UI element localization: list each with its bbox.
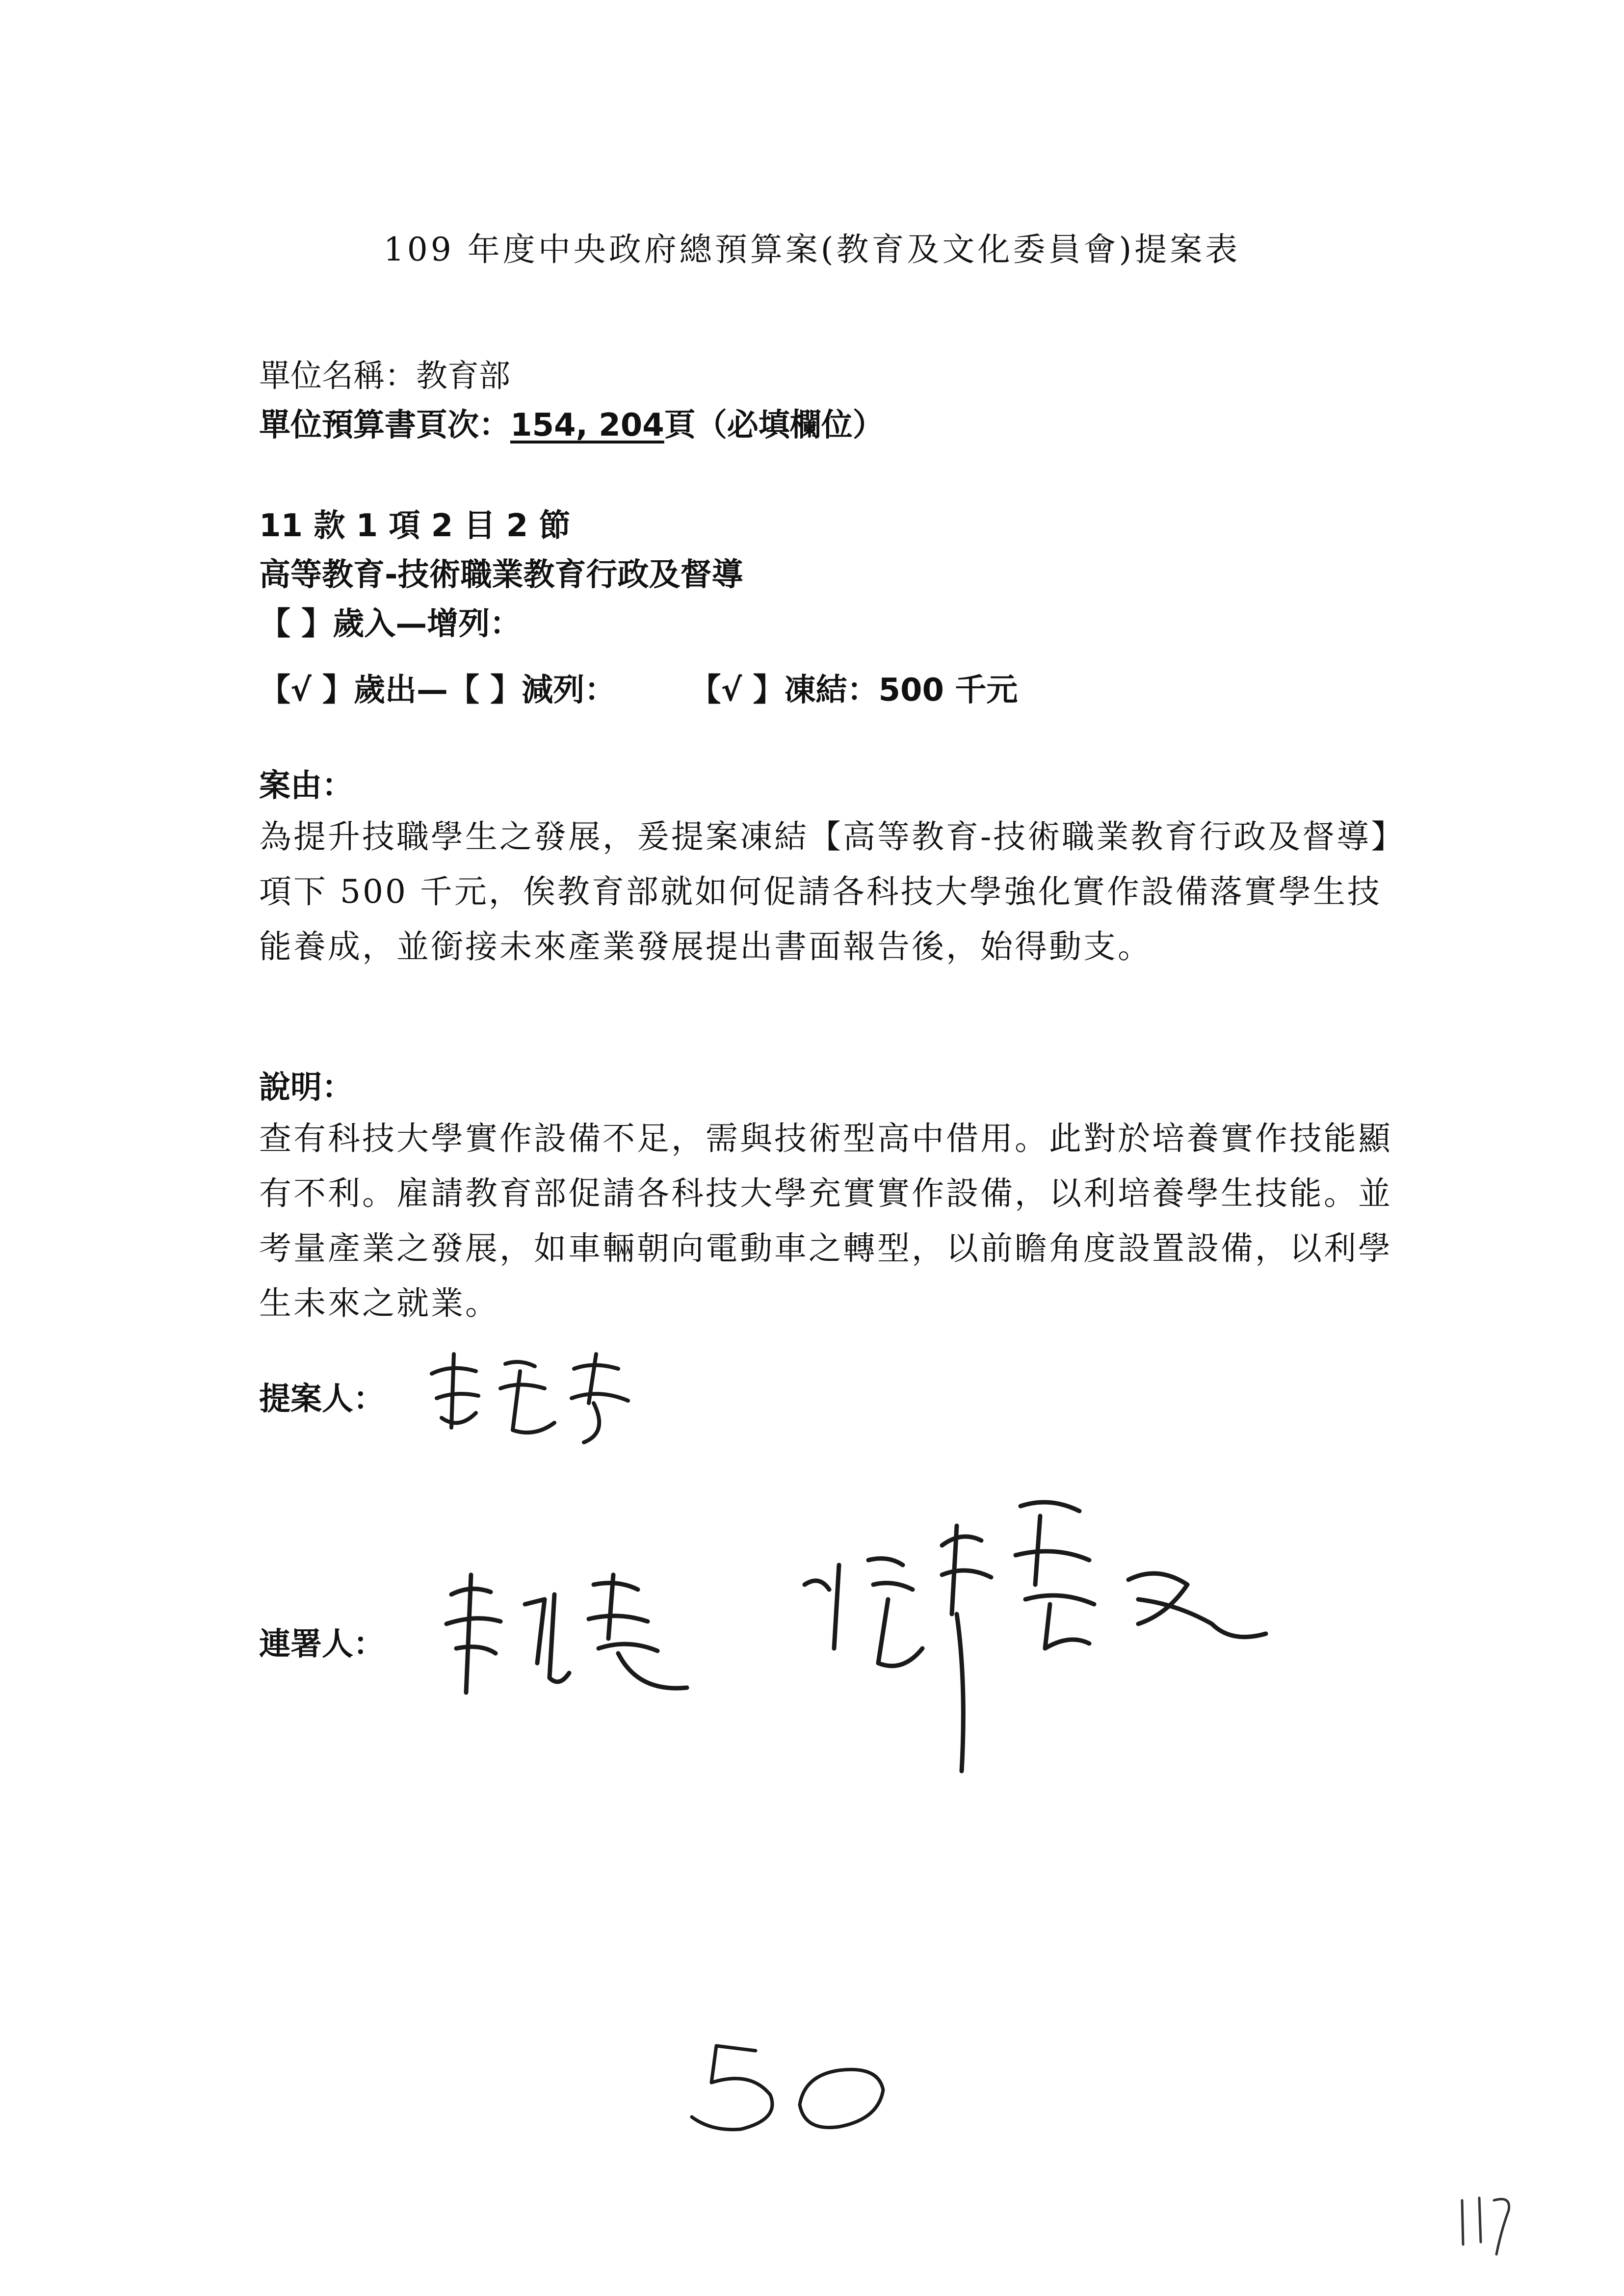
freeze-line: 【√ 】凍結：500 千元	[689, 672, 1018, 708]
cosigner-signature-2	[795, 1487, 1285, 1802]
page-title: 109 年度中央政府總預算案(教育及文化委員會)提案表	[383, 231, 1241, 268]
expenditure-line	[259, 665, 1022, 710]
explanation-heading: 說明：	[259, 1070, 353, 1106]
budget-page-suffix: 頁（必填欄位）	[664, 407, 884, 444]
budget-page-label: 單位預算書頁次：	[259, 407, 510, 444]
cosigners-label: 連署人：	[259, 1626, 385, 1663]
expenditure-checkbox-line: 【√ 】歲出—【 】減列：	[259, 672, 616, 708]
reason-heading: 案由：	[259, 768, 353, 804]
program-name: 高等教育-技術職業教育行政及督導	[259, 557, 743, 593]
revenue-line: 【 】歲入—增列：	[259, 606, 522, 642]
cosigner-signature-1	[432, 1565, 726, 1714]
unit-line	[259, 351, 510, 396]
unit-value: 教育部	[416, 358, 510, 394]
reason-text: 為提升技職學生之發展，爰提案凍結【高等教育-技術職業教育行政及督導】項下 500 千元，俟教育部就如何促請各科技大學強化實作設備落實學生技能養成，並銜接未來產業發展提出書面報告後，始得動支。	[259, 818, 1389, 965]
page-number	[1452, 2191, 1521, 2261]
unit-label: 單位名稱：	[259, 358, 416, 394]
budget-page-value: 154, 204	[510, 407, 664, 444]
proposer-label: 提案人：	[259, 1381, 385, 1417]
explanation-text: 查有科技大學實作設備不足，需與技術型高中借用。此對於培養實作技能顯有不利。雇請教育部促請各科技大學充實實作設備，以利培養學生技能。並考量產業之發展，如車輛朝向電動車之轉型，以前瞻角度設置設備，以利學生未來之就業。	[259, 1120, 1392, 1322]
proposer-signature	[422, 1344, 657, 1454]
section-code: 11 款 1 項 2 目 2 節	[259, 508, 571, 544]
handwritten-number	[682, 2036, 898, 2141]
budget-page-line	[259, 400, 884, 445]
